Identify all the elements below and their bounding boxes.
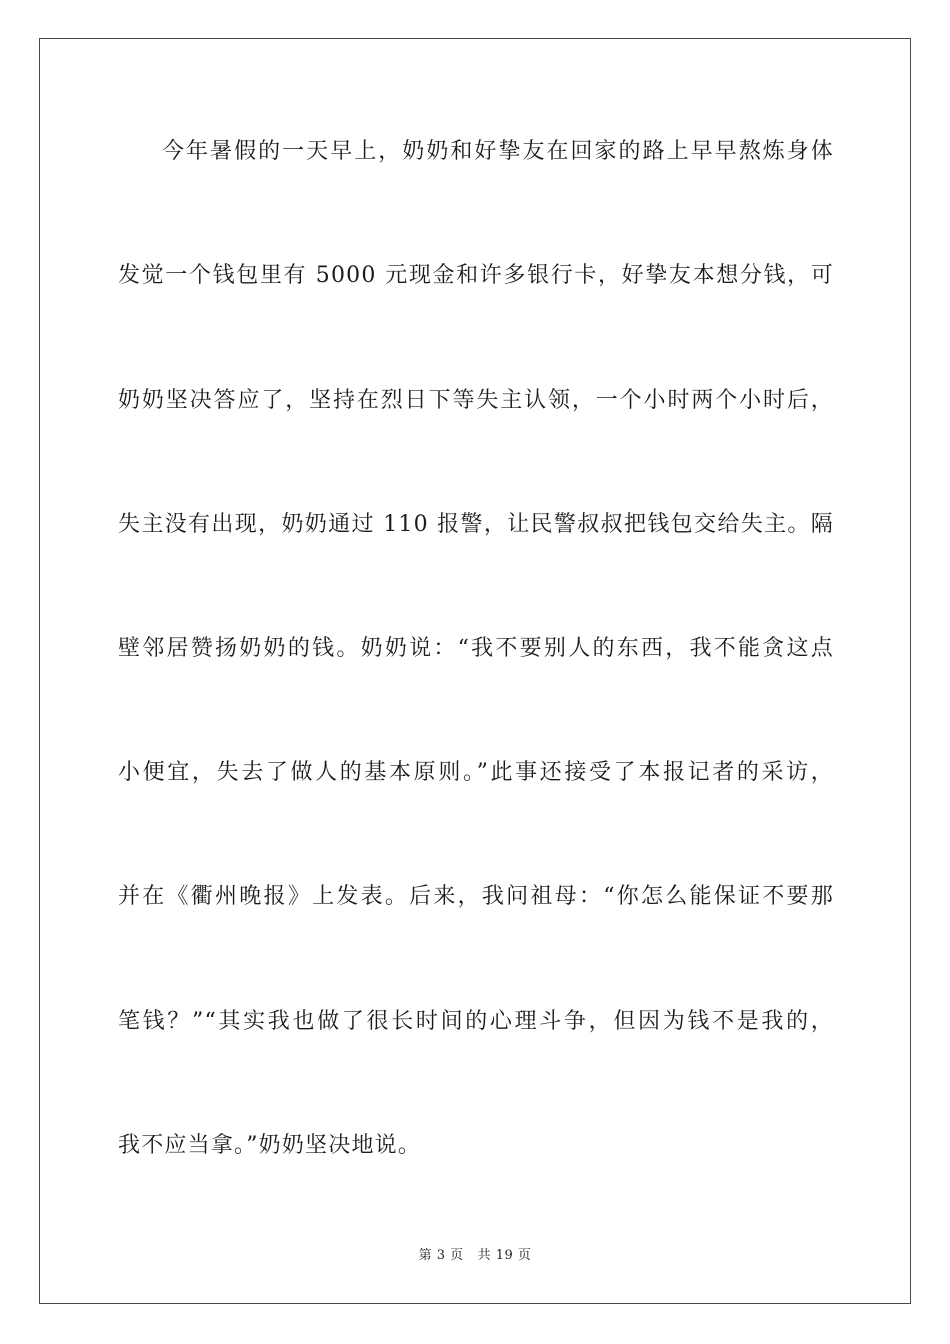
page-number: 第 3 页 [418, 1248, 464, 1263]
paragraph-line-4: 失主没有出现，奶奶通过 110 报警，让民警叔叔把钱包交给失主。隔 [118, 512, 834, 537]
paragraph-line-5: 壁邻居赞扬奶奶的钱。奶奶说：“我不要别人的东西，我不能贪这点 [118, 636, 834, 661]
paragraph-line-2: 发觉一个钱包里有 5000 元现金和许多银行卡，好挚友本想分钱，可 [118, 263, 834, 288]
paragraph-line-3: 奶奶坚决答应了，坚持在烈日下等失主认领，一个小时两个小时后， [118, 388, 834, 413]
paragraph-line-9: 我不应当拿。”奶奶坚决地说。 [118, 1133, 422, 1158]
total-pages: 共 19 页 [477, 1248, 532, 1263]
paragraph-line-8: 笔钱？”“其实我也做了很长时间的心理斗争，但因为钱不是我的， [118, 1009, 834, 1034]
paragraph-line-6: 小便宜，失去了做人的基本原则。”此事还接受了本报记者的采访， [118, 760, 834, 785]
paragraph-line-7: 并在《衢州晚报》上发表。后来，我问祖母：“你怎么能保证不要那 [118, 884, 834, 909]
paragraph-line-1: 今年暑假的一天早上，奶奶和好挚友在回家的路上早早熬炼身体 [162, 139, 834, 164]
page-border [39, 38, 911, 1304]
page-footer [0, 1247, 950, 1265]
